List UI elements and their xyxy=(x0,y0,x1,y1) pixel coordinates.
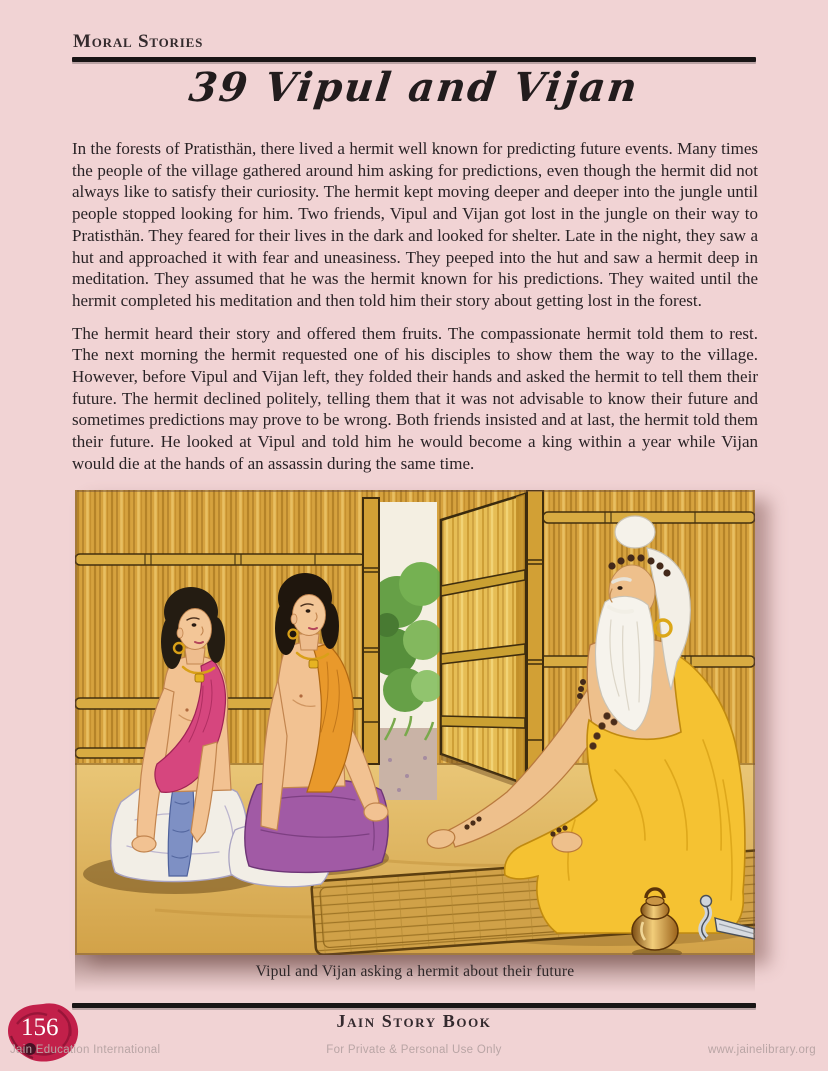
story-paragraph: In the forests of Pratisthän, there lived a hermit well known for predicting future events. Many times the people of the village gathered around him asking for predictions, even though the hermit did not always like to satisfy their curiosity. The hermit kept moving deeper and deeper into the jungle until people stopped looking for him. Two friends, Vipul and Vijan got lost in the jungle on their way to Pratisthän. They feared for their lives in the dark and looked for shelter. Late in the night, they saw a hut and approached it with fear and uneasiness. They peeped into the hut and saw a hermit deep in meditation. They assumed that he was the hermit known for his predictions. They waited until the hermit completed his meditation and then told him their story about getting lost in the forest. xyxy=(72,139,758,310)
book-title: Jain Story Book xyxy=(336,1011,492,1031)
doorway xyxy=(363,490,543,800)
footer-note-center: For Private & Personal Use Only xyxy=(326,1044,502,1056)
story-title: 39 Vipul and Vijan xyxy=(186,64,642,111)
story-paragraph: The hermit heard their story and offered them fruits. The compassionate hermit told them to rest. The next morning the hermit requested one of his disciples to show them the way to the village. However, before Vipul and Vijan left, they folded their hands and asked the hermit to tell them their future. The hermit declined politely, telling them that it was not advisable to know their future and sometimes predictions may prove to be wrong. Both friends insisted and at last, the hermit told them their future. He looked at Vipul and told him he would become a king within a year while Vijan would die at the hands of an assassin during the same time. xyxy=(72,323,758,473)
header-rule xyxy=(72,57,756,62)
open-door xyxy=(441,494,525,790)
section-label: Moral Stories xyxy=(73,31,204,52)
footer-note-right: www.jainelibrary.org xyxy=(707,1044,816,1056)
footer-rule xyxy=(72,1003,756,1008)
illustration-caption: Vipul and Vijan asking a hermit about their future xyxy=(255,963,575,980)
footer-note-left: Jain Education International xyxy=(10,1044,161,1056)
illustration-shadow-band xyxy=(75,955,755,997)
page-number: 156 xyxy=(21,1014,59,1041)
story-text xyxy=(72,138,758,486)
story-illustration xyxy=(75,490,755,955)
page-number-badge xyxy=(5,1002,85,1066)
